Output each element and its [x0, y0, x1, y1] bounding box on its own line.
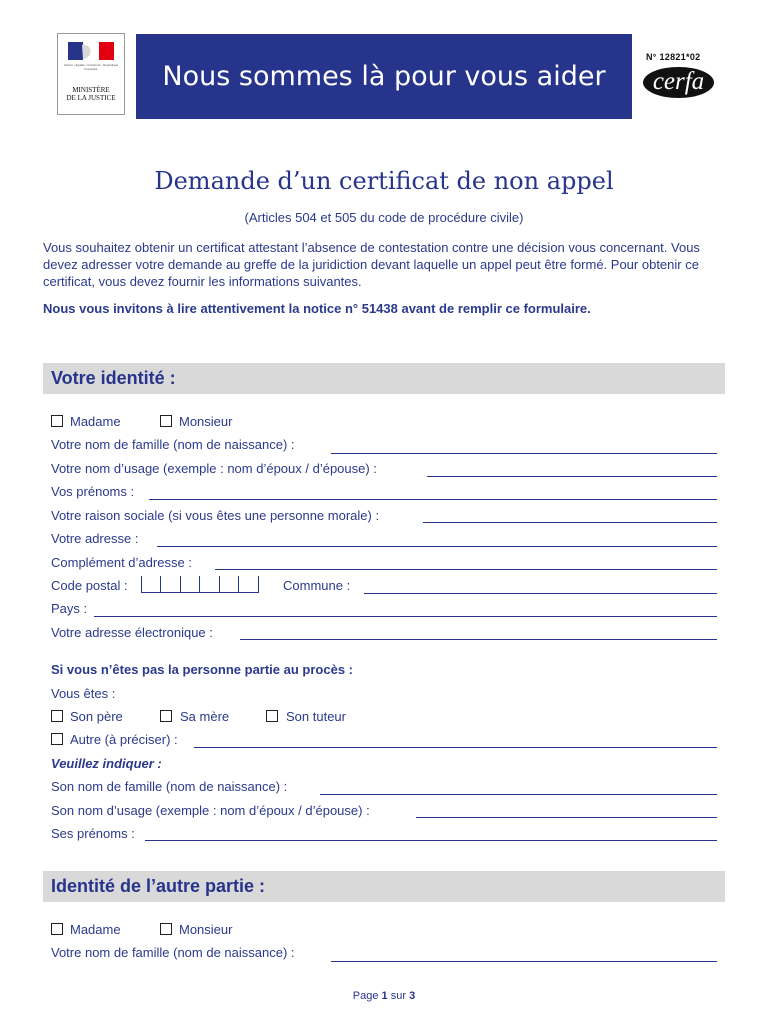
label-father: Son père	[70, 709, 123, 724]
label-rep-usage-name: Son nom d’usage (exemple : nom d’époux / d’épouse) :	[51, 803, 370, 818]
label-guardian: Son tuteur	[286, 709, 346, 724]
checkbox-monsieur[interactable]	[160, 415, 172, 427]
label-usage-name: Votre nom d’usage (exemple : nom d’époux / d’épouse) :	[51, 461, 377, 476]
notice-reminder: Nous vous invitons à lire attentivement la notice n° 51438 avant de remplir ce formulaire.	[43, 301, 591, 316]
of-label: sur	[390, 990, 407, 1002]
ministry-logo	[57, 33, 125, 115]
page-label: Page	[352, 990, 379, 1002]
field-country[interactable]	[94, 616, 717, 617]
checkbox-madame[interactable]	[51, 415, 63, 427]
field-other-family-name[interactable]	[331, 961, 717, 962]
label-rep-family-name: Son nom de famille (nom de naissance) :	[51, 779, 288, 794]
label-country: Pays :	[51, 601, 88, 616]
checkbox-guardian[interactable]	[266, 710, 278, 722]
label-postal-code: Code postal :	[51, 578, 128, 593]
field-rep-family-name[interactable]	[320, 794, 717, 795]
field-first-names[interactable]	[149, 499, 717, 500]
label-address-complement: Complément d’adresse :	[51, 555, 192, 570]
label-you-are: Vous êtes :	[51, 686, 116, 701]
field-family-name[interactable]	[331, 453, 717, 454]
label-first-names: Vos prénoms :	[51, 484, 135, 499]
checkbox-mother[interactable]	[160, 710, 172, 722]
field-rep-usage-name[interactable]	[416, 817, 717, 818]
legal-reference: (Articles 504 et 505 du code de procédure civile)	[244, 210, 524, 225]
header-banner	[136, 34, 632, 119]
checkbox-other[interactable]	[51, 733, 63, 745]
label-madame: Madame	[70, 414, 121, 429]
field-address[interactable]	[157, 546, 717, 547]
please-indicate-label: Veuillez indiquer :	[51, 756, 162, 771]
label-address: Votre adresse :	[51, 531, 139, 546]
current-page-number: 1	[381, 990, 388, 1002]
section-header-identity: Votre identité :	[43, 363, 725, 394]
cerfa-logo: cerfa	[643, 67, 714, 98]
field-city[interactable]	[364, 593, 717, 594]
field-email[interactable]	[240, 639, 717, 640]
checkbox-other-madame[interactable]	[51, 923, 63, 935]
label-company-name: Votre raison sociale (si vous êtes une personne morale) :	[51, 508, 380, 523]
intro-paragraph: Vous souhaitez obtenir un certificat attestant l’absence de contestation contre une décision vous concernant. Vous devez adresser votre demande au greffe de la juridiction devant laquelle un appel peut être formé. Pour obtenir ce certificat, vous devez fournir les informations suivantes.	[43, 240, 700, 289]
page-title: Demande d’un certificat de non appel	[154, 167, 614, 195]
total-pages-number: 3	[409, 990, 416, 1002]
field-rep-first-names[interactable]	[145, 840, 717, 841]
label-other-madame: Madame	[70, 922, 121, 937]
label-email: Votre adresse électronique :	[51, 625, 213, 640]
field-company-name[interactable]	[423, 522, 717, 523]
republic-motto: Liberté • Égalité • Fraternité · République Française	[63, 63, 119, 71]
label-mother: Sa mère	[180, 709, 230, 724]
label-other: Autre (à préciser) :	[70, 732, 178, 747]
label-monsieur: Monsieur	[179, 414, 233, 429]
checkbox-father[interactable]	[51, 710, 63, 722]
label-city: Commune :	[283, 578, 351, 593]
field-address-complement[interactable]	[215, 569, 717, 570]
banner-title: Nous sommes là pour vous aider	[162, 61, 606, 92]
section-header-other-party: Identité de l’autre partie :	[43, 871, 725, 902]
label-other-monsieur: Monsieur	[179, 922, 233, 937]
representative-heading: Si vous n’êtes pas la personne partie au procès :	[51, 662, 353, 677]
checkbox-other-monsieur[interactable]	[160, 923, 172, 935]
cerfa-number: N° 12821*02	[646, 52, 701, 62]
ministry-name: MINISTÈRE DE LA JUSTICE	[66, 86, 116, 102]
label-rep-first-names: Ses prénoms :	[51, 826, 135, 841]
field-other[interactable]	[194, 747, 717, 748]
label-family-name: Votre nom de famille (nom de naissance) :	[51, 437, 295, 452]
field-usage-name[interactable]	[427, 476, 717, 477]
label-other-family-name: Votre nom de famille (nom de naissance) :	[51, 945, 295, 960]
page-footer	[0, 990, 768, 1002]
marianne-flag-icon	[68, 42, 114, 60]
